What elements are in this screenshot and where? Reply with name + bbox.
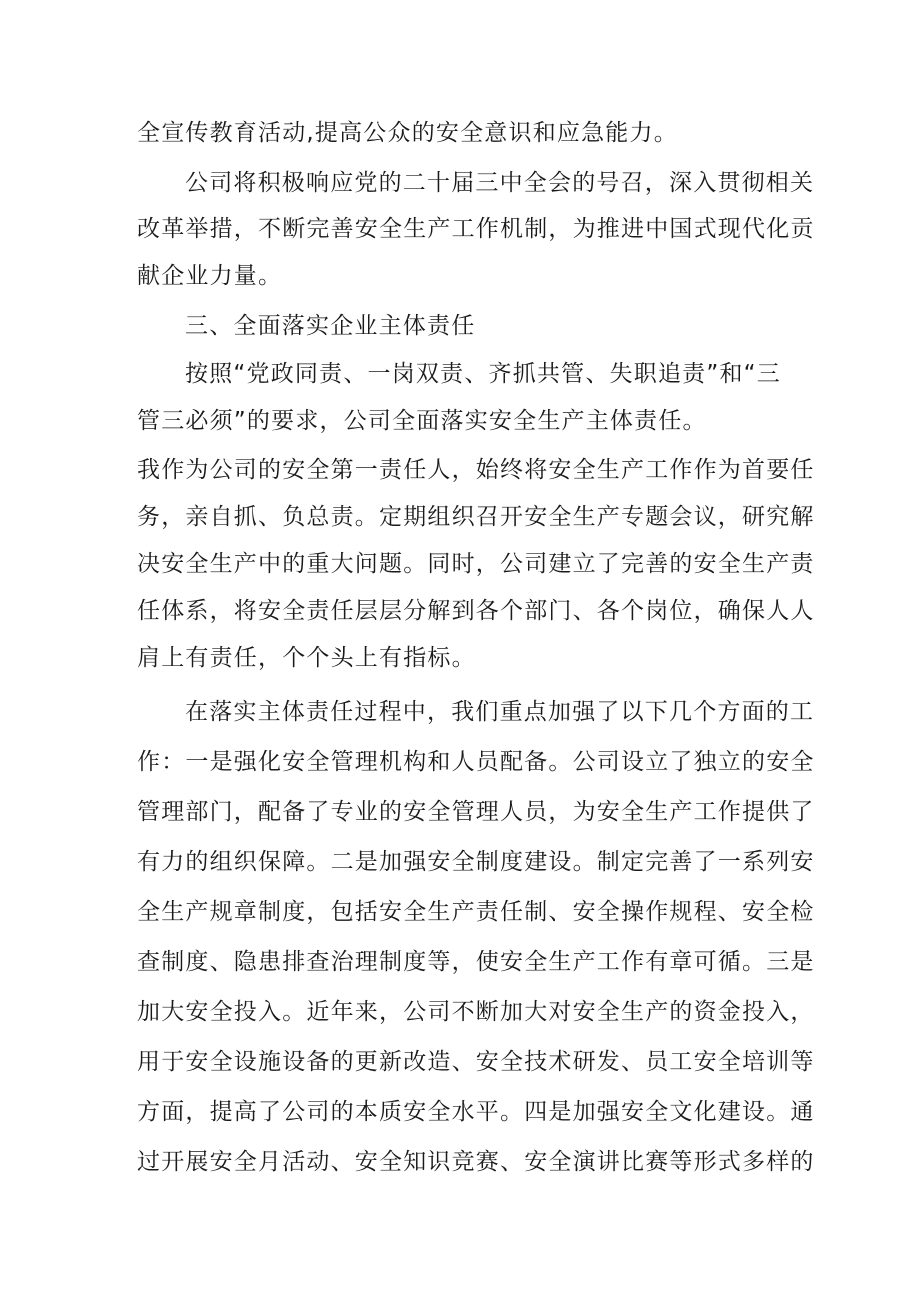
text-line: 肩上有责任，个个头上有指标。 — [137, 645, 476, 671]
text-line: 方面，提高了公司的本质安全水平。四是加强安全文化建设。通 — [137, 1099, 815, 1125]
text-line: 按照“党政同责、一岗双责、齐抓共管、失职追责”和“三 — [185, 361, 781, 387]
text-line: 过开展安全月活动、安全知识竞赛、安全演讲比赛等形式多样的 — [137, 1149, 815, 1175]
text-line: 加大安全投入。近年来，公司不断加大对安全生产的资金投入， — [137, 999, 815, 1025]
text-line: 全生产规章制度，包括安全生产责任制、安全操作规程、安全检 — [137, 899, 815, 925]
text-line: 用于安全设施设备的更新改造、安全技术研发、员工安全培训等 — [137, 1049, 815, 1075]
text-line: 我作为公司的安全第一责任人，始终将安全生产工作作为首要任 — [137, 457, 815, 483]
text-line: 务，亲自抓、负总责。定期组织召开安全生产专题会议，研究解 — [137, 504, 815, 530]
text-line: 查制度、隐患排查治理制度等，使安全生产工作有章可循。三是 — [137, 949, 815, 975]
text-line: 任体系，将安全责任层层分解到各个部门、各个岗位，确保人人 — [137, 598, 815, 624]
text-line: 作：一是强化安全管理机构和人员配备。公司设立了独立的安全 — [137, 749, 815, 775]
text-line: 管理部门，配备了专业的安全管理人员，为安全生产工作提供了 — [137, 799, 815, 825]
text-line: 决安全生产中的重大问题。同时，公司建立了完善的安全生产责 — [137, 551, 815, 577]
text-line: 有力的组织保障。二是加强安全制度建设。制定完善了一系列安 — [137, 849, 815, 875]
text-line: 献企业力量。 — [137, 263, 283, 289]
section-heading: 三、全面落实企业主体责任 — [185, 313, 476, 339]
text-line: 在落实主体责任过程中，我们重点加强了以下几个方面的工 — [185, 699, 815, 725]
text-line: 公司将积极响应党的二十届三中全会的号召，深入贯彻相关 — [185, 170, 815, 196]
text-line: 全宣传教育活动,提高公众的安全意识和应急能力。 — [137, 120, 678, 146]
text-line: 改革举措，不断完善安全生产工作机制，为推进中国式现代化贡 — [137, 216, 815, 242]
text-line: 管三必须”的要求，公司全面落实安全生产主体责任。 — [137, 408, 707, 434]
